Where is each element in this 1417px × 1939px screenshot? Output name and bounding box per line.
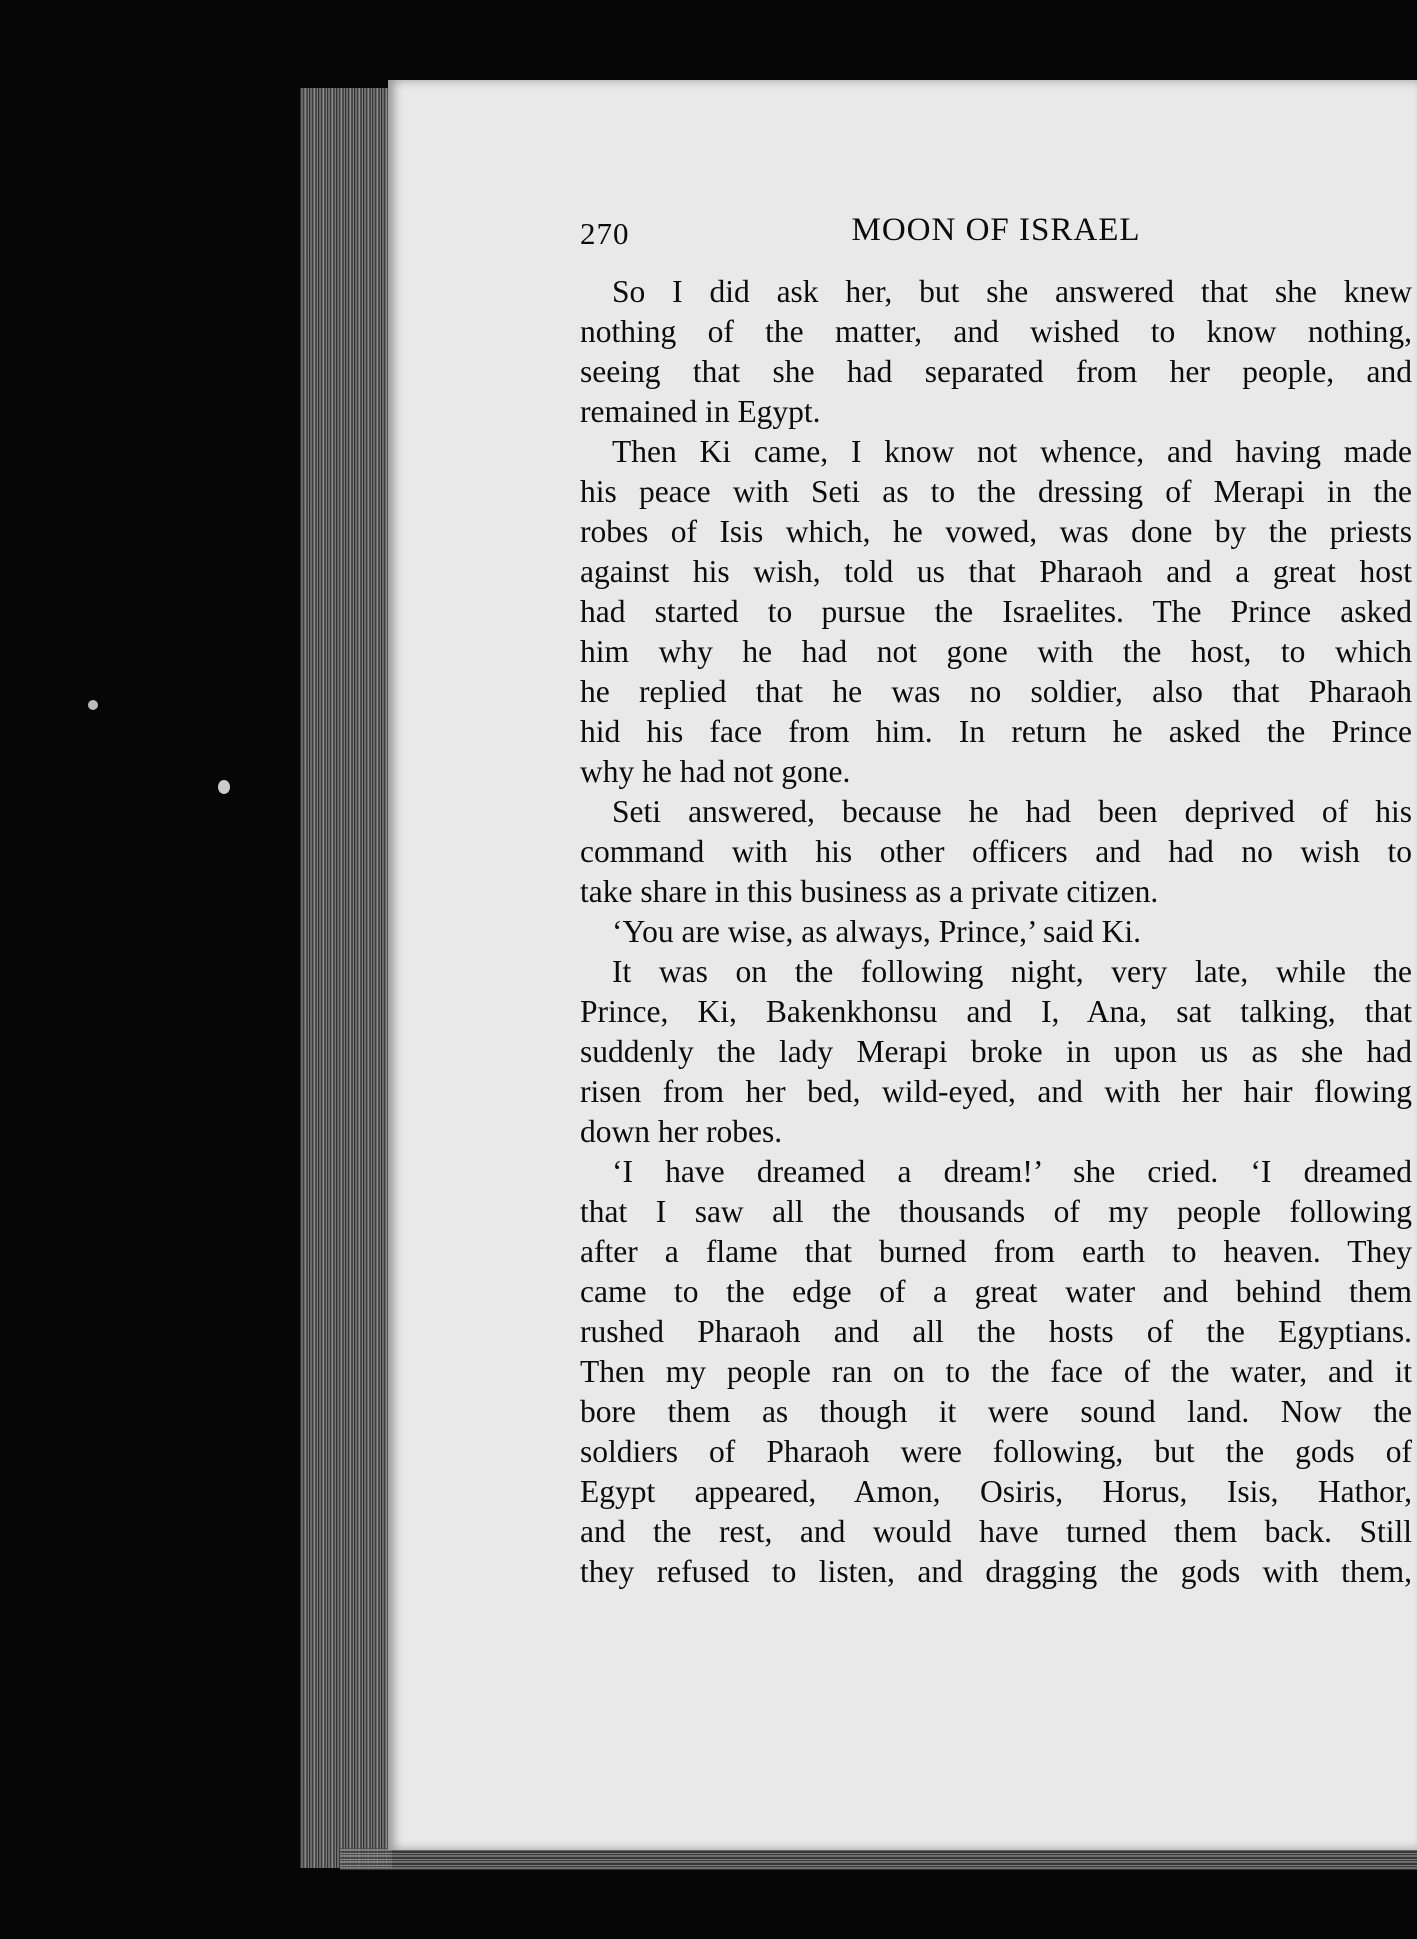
book-page — [388, 80, 1417, 1850]
text-line: Then Ki came, I know not whence, and having made — [612, 434, 1412, 469]
text-line: ‘You are wise, as always, Prince,’ said Ki. — [612, 914, 1141, 949]
text-line: So I did ask her, but she answered that she knew — [612, 274, 1412, 309]
text-line: after a flame that burned from earth to heaven. They — [580, 1234, 1412, 1269]
text-line: Seti answered, because he had been deprived of his — [612, 794, 1412, 829]
text-line: why he had not gone. — [580, 754, 851, 789]
text-line: had started to pursue the Israelites. The Prince asked — [580, 594, 1412, 629]
text-line: suddenly the lady Merapi broke in upon us as she had — [580, 1034, 1412, 1069]
text-line: they refused to listen, and dragging the gods with them, — [580, 1554, 1412, 1589]
text-line: It was on the following night, very late, while the — [612, 954, 1412, 989]
text-line: seeing that she had separated from her people, and — [580, 354, 1412, 389]
text-line: bore them as though it were sound land. Now the — [580, 1394, 1412, 1429]
text-line: ‘I have dreamed a dream!’ she cried. ‘I dreamed — [612, 1154, 1412, 1189]
text-line: soldiers of Pharaoh were following, but the gods of — [580, 1434, 1412, 1469]
text-line: hid his face from him. In return he asked the Prince — [580, 714, 1412, 749]
text-line: against his wish, told us that Pharaoh and a great host — [580, 554, 1412, 589]
text-line: command with his other officers and had no wish to — [580, 834, 1412, 869]
text-line: him why he had not gone with the host, to which — [580, 634, 1412, 669]
text-line: Egypt appeared, Amon, Osiris, Horus, Isis, Hathor, — [580, 1474, 1412, 1509]
page-content — [580, 212, 1412, 1592]
text-line: his peace with Seti as to the dressing of Merapi in the — [580, 474, 1412, 509]
text-line: robes of Isis which, he vowed, was done by the priests — [580, 514, 1412, 549]
text-line: take share in this business as a private citizen. — [580, 874, 1159, 909]
text-line: that I saw all the thousands of my people following — [580, 1194, 1412, 1229]
text-line: and the rest, and would have turned them back. Still — [580, 1514, 1412, 1549]
text-line: came to the edge of a great water and behind them — [580, 1274, 1412, 1309]
dust-speck — [88, 700, 98, 710]
page-edges-bottom — [340, 1848, 1417, 1870]
text-line: risen from her bed, wild-eyed, and with her hair flowing — [580, 1074, 1412, 1109]
text-line: remained in Egypt. — [580, 394, 821, 429]
text-line: Then my people ran on to the face of the water, and it — [580, 1354, 1412, 1389]
text-line: Prince, Ki, Bakenkhonsu and I, Ana, sat talking, that — [580, 994, 1412, 1029]
dust-speck — [218, 780, 230, 794]
text-line: rushed Pharaoh and all the hosts of the Egyptians. — [580, 1314, 1412, 1349]
book-title: MOON OF ISRAEL — [851, 212, 1141, 248]
text-line: he replied that he was no soldier, also that Pharaoh — [580, 674, 1412, 709]
running-head — [580, 212, 1412, 272]
text-line: down her robes. — [580, 1114, 783, 1149]
page-edges-left — [300, 88, 392, 1868]
page-number: 270 — [580, 216, 630, 251]
text-line: nothing of the matter, and wished to know nothing, — [580, 314, 1412, 349]
